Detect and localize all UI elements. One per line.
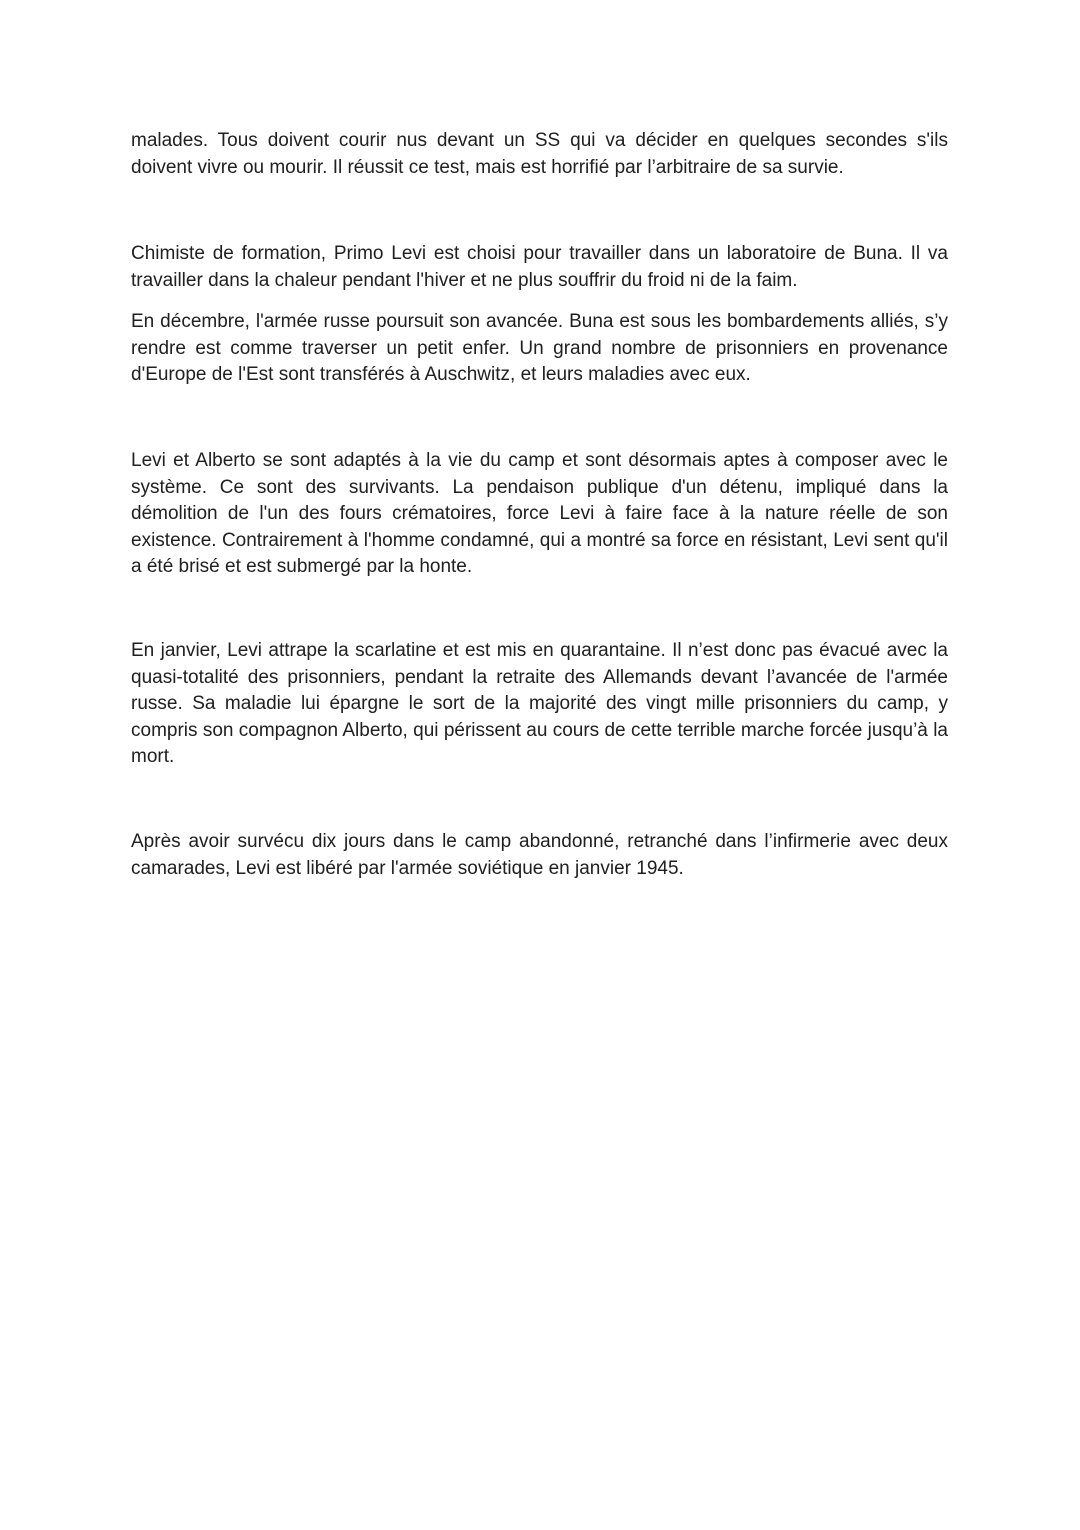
- paragraph-liberation: Après avoir survécu dix jours dans le camp abandonné, retranché dans l’infirmerie avec deux camarades, Levi est libéré par l'armée soviétique en janvier 1945.: [131, 831, 948, 879]
- paragraph-public-hanging: Levi et Alberto se sont adaptés à la vie du camp et sont désormais aptes à composer avec le système. Ce sont des survivants. La pendaison publique d'un détenu, impliqué dans la démolition de l'un des fours crématoires, force Levi à faire face à la nature réelle de son existence. Contrairement à l'homme condamné, qui a montré sa force en résistant, Levi sent qu'il a été brisé et est submergé par la honte.: [131, 450, 948, 578]
- paragraph-scarlet-fever: En janvier, Levi attrape la scarlatine et est mis en quarantaine. Il n’est donc pas évacué avec la quasi-totalité des prisonniers, pendant la retraite des Allemands devant l’avancée de l'armée russe. Sa maladie lui épargne le sort de la majorité des vingt mille prisonniers du camp, y compris son compagnon Alberto, qui périssent au cours de cette terrible marche forcée jusqu’à la mort.: [131, 640, 948, 768]
- paragraph-december-bombings: En décembre, l'armée russe poursuit son avancée. Buna est sous les bombardements alliés, s’y rendre est comme traverser un petit enfer. Un grand nombre de prisonniers en provenance d'Europe de l'Est sont transférés à Auschwitz, et leurs maladies avec eux.: [131, 311, 948, 386]
- paragraph-chemist-lab: Chimiste de formation, Primo Levi est choisi pour travailler dans un laboratoire de Buna. Il va travailler dans la chaleur pendant l'hiver et ne plus souffrir du froid ni de la faim.: [131, 243, 948, 291]
- paragraph-selection-test: malades. Tous doivent courir nus devant un SS qui va décider en quelques secondes s'ils doivent vivre ou mourir. Il réussit ce test, mais est horrifié par l’arbitraire de sa survie.: [131, 130, 948, 178]
